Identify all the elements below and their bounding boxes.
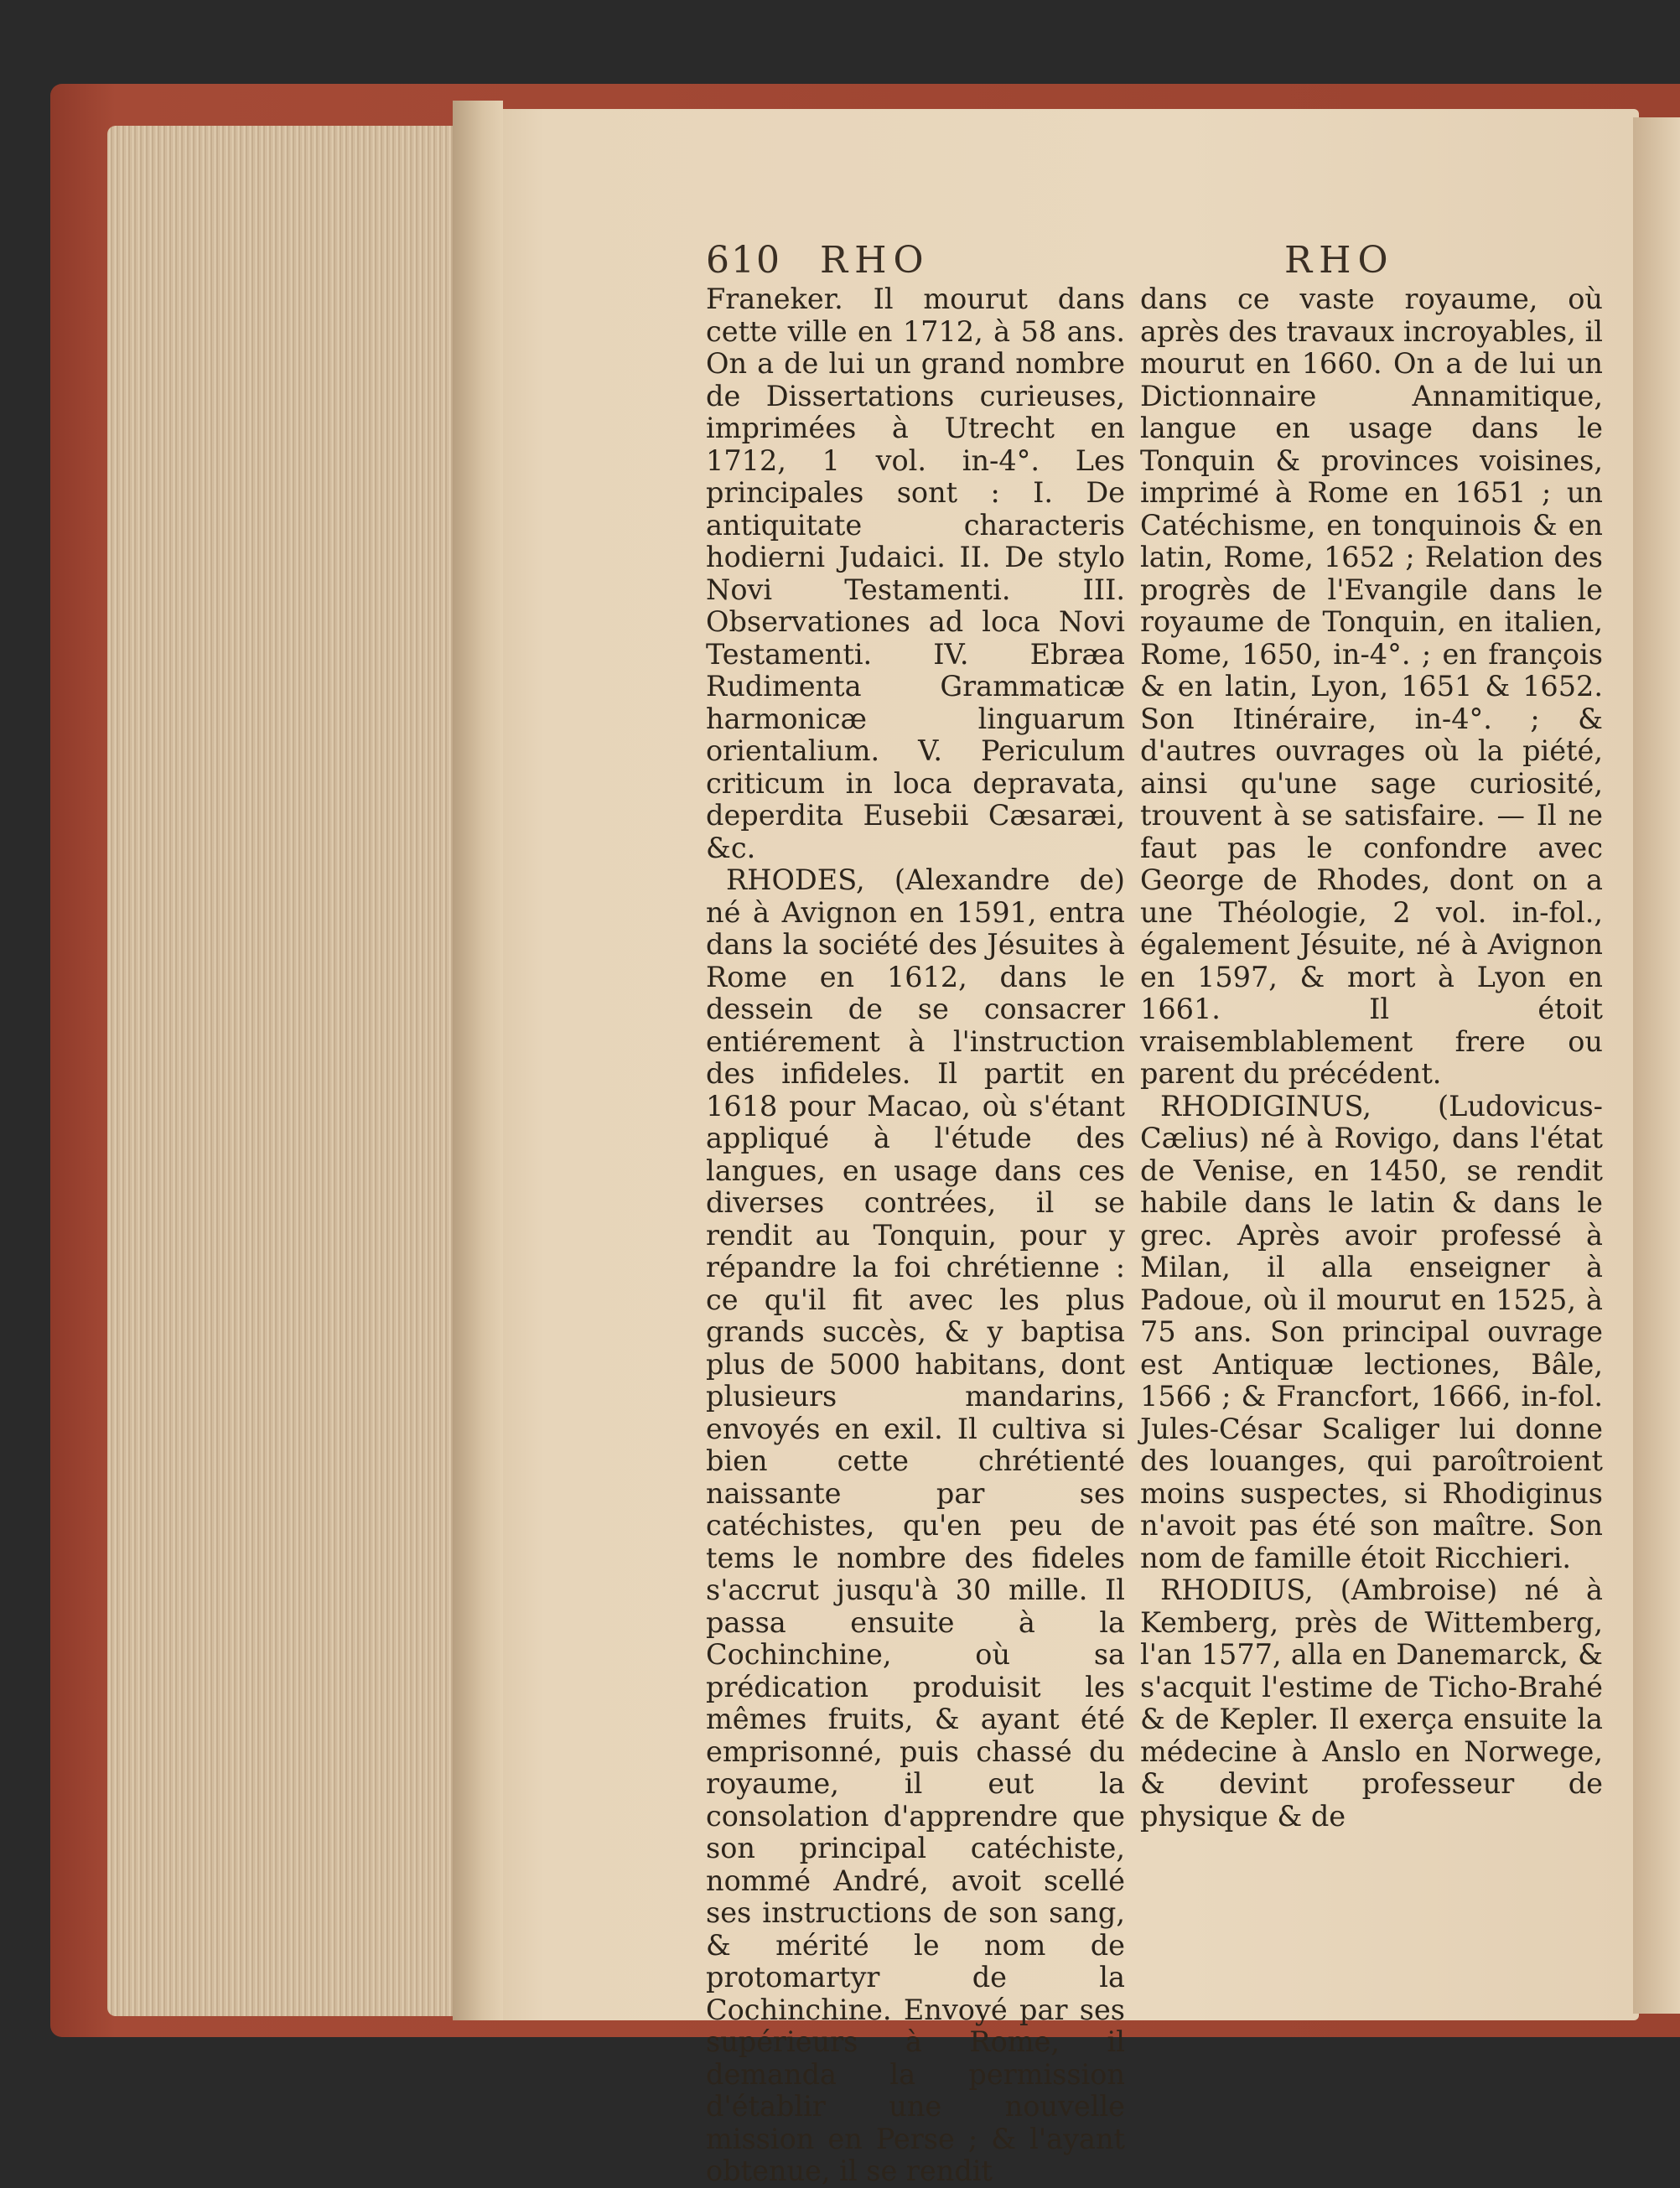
right-column [1140,283,1603,1833]
next-page-edge [1633,117,1680,2014]
left-column [706,283,1125,2188]
running-head-left: RHO [820,239,931,282]
page-number: 610 [706,239,781,282]
entry-rhodiginus: RHODIGINUS, (Ludovicus-Cælius) né à Rovigo, dans l'état de Venise, en 1450, se rendit habile dans le latin & dans le grec. Après avoir professé à Milan, il alla enseigner à Padoue, où il mourut en 1525, à 75 ans. Son principal ouvrage est Antiquæ lectiones, Bâle, 1566 ; & Francfort, 1666, in-fol. Jules-César Scaliger lui donne des louanges, qui paroîtroient moins suspectes, si Rhodiginus n'avoit pas été son maître. Son nom de famille étoit Ricchieri. [1140,1089,1603,1574]
entry-continuation: dans ce vaste royaume, où après des travaux incroyables, il mourut en 1660. On a de lui un Dictionnaire Annamitique, langue en usage dans le Tonquin & provinces voisines, imprimé à Rome en 1651 ; un Catéchisme, en tonquinois & en latin, Rome, 1652 ; Relation des progrès de l'Evangile dans le royaume de Tonquin, en italien, Rome, 1650, in-4°. ; en françois & en latin, Lyon, 1651 & 1652. Son Itinéraire, in-4°. ; & d'autres ouvrages où la piété, ainsi qu'une sage curiosité, trouvent à se satisfaire. — Il ne faut pas le confondre avec George de Rhodes, dont on a une Théologie, 2 vol. in-fol., également Jésuite, né à Avignon en 1597, & mort à Lyon en 1661. Il étoit vraisemblablement frere ou parent du précédent. [1140,283,1603,1090]
entry-rhodius: RHODIUS, (Ambroise) né à Kemberg, près de Wittemberg, l'an 1577, alla en Danemarck, & s'acquit l'estime de Ticho-Brahé & de Kepler. Il exerça ensuite la médecine à Anslo en Norwege, & devint professeur de physique & de [1140,1574,1603,1833]
page-stack-edge [107,126,485,2016]
running-head-right: RHO [1284,239,1395,282]
page-gutter [453,101,503,2020]
entry-paragraph: Franeker. Il mourut dans cette ville en 1712, à 58 ans. On a de lui un grand nombre de Dissertations curieuses, imprimées à Utrecht en 1712, 1 vol. in-4°. Les principales sont : I. De antiquitate characteris hodierni Judaici. II. De stylo Novi Testamenti. III. Observationes ad loca Novi Testamenti. IV. Ebræa Rudimenta Grammaticæ harmonicæ linguarum orientalium. V. Periculum criticum in loca depravata, deperdita Eusebii Cæsaræi, &c. [706,283,1125,864]
entry-rhodes: RHODES, (Alexandre de) né à Avignon en 1591, entra dans la société des Jésuites à Rome en 1612, dans le dessein de se consacrer entiérement à l'instruction des infideles. Il partit en 1618 pour Macao, où s'étant appliqué à l'étude des langues, en usage dans ces diverses contrées, il se rendit au Tonquin, pour y répandre la foi chrétienne : ce qu'il fit avec les plus grands succès, & y baptisa plus de 5000 habitans, dont plusieurs mandarins, envoyés en exil. Il cultiva si bien cette chrétienté naissante par ses catéchistes, qu'en peu de tems le nombre des fideles s'accrut jusqu'à 30 mille. Il passa ensuite à la Cochinchine, où sa prédication produisit les mêmes fruits, & ayant été emprisonné, puis chassé du royaume, il eut la consolation d'apprendre que son principal catéchiste, nommé André, avoit scellé ses instructions de son sang, & mérité le nom de protomartyr de la Cochinchine. Envoyé par ses supérieurs à Rome, il demanda la permission d'établir une nouvelle mission en Perse ; & l'ayant obtenue, il se rendit [706,863,1125,2187]
